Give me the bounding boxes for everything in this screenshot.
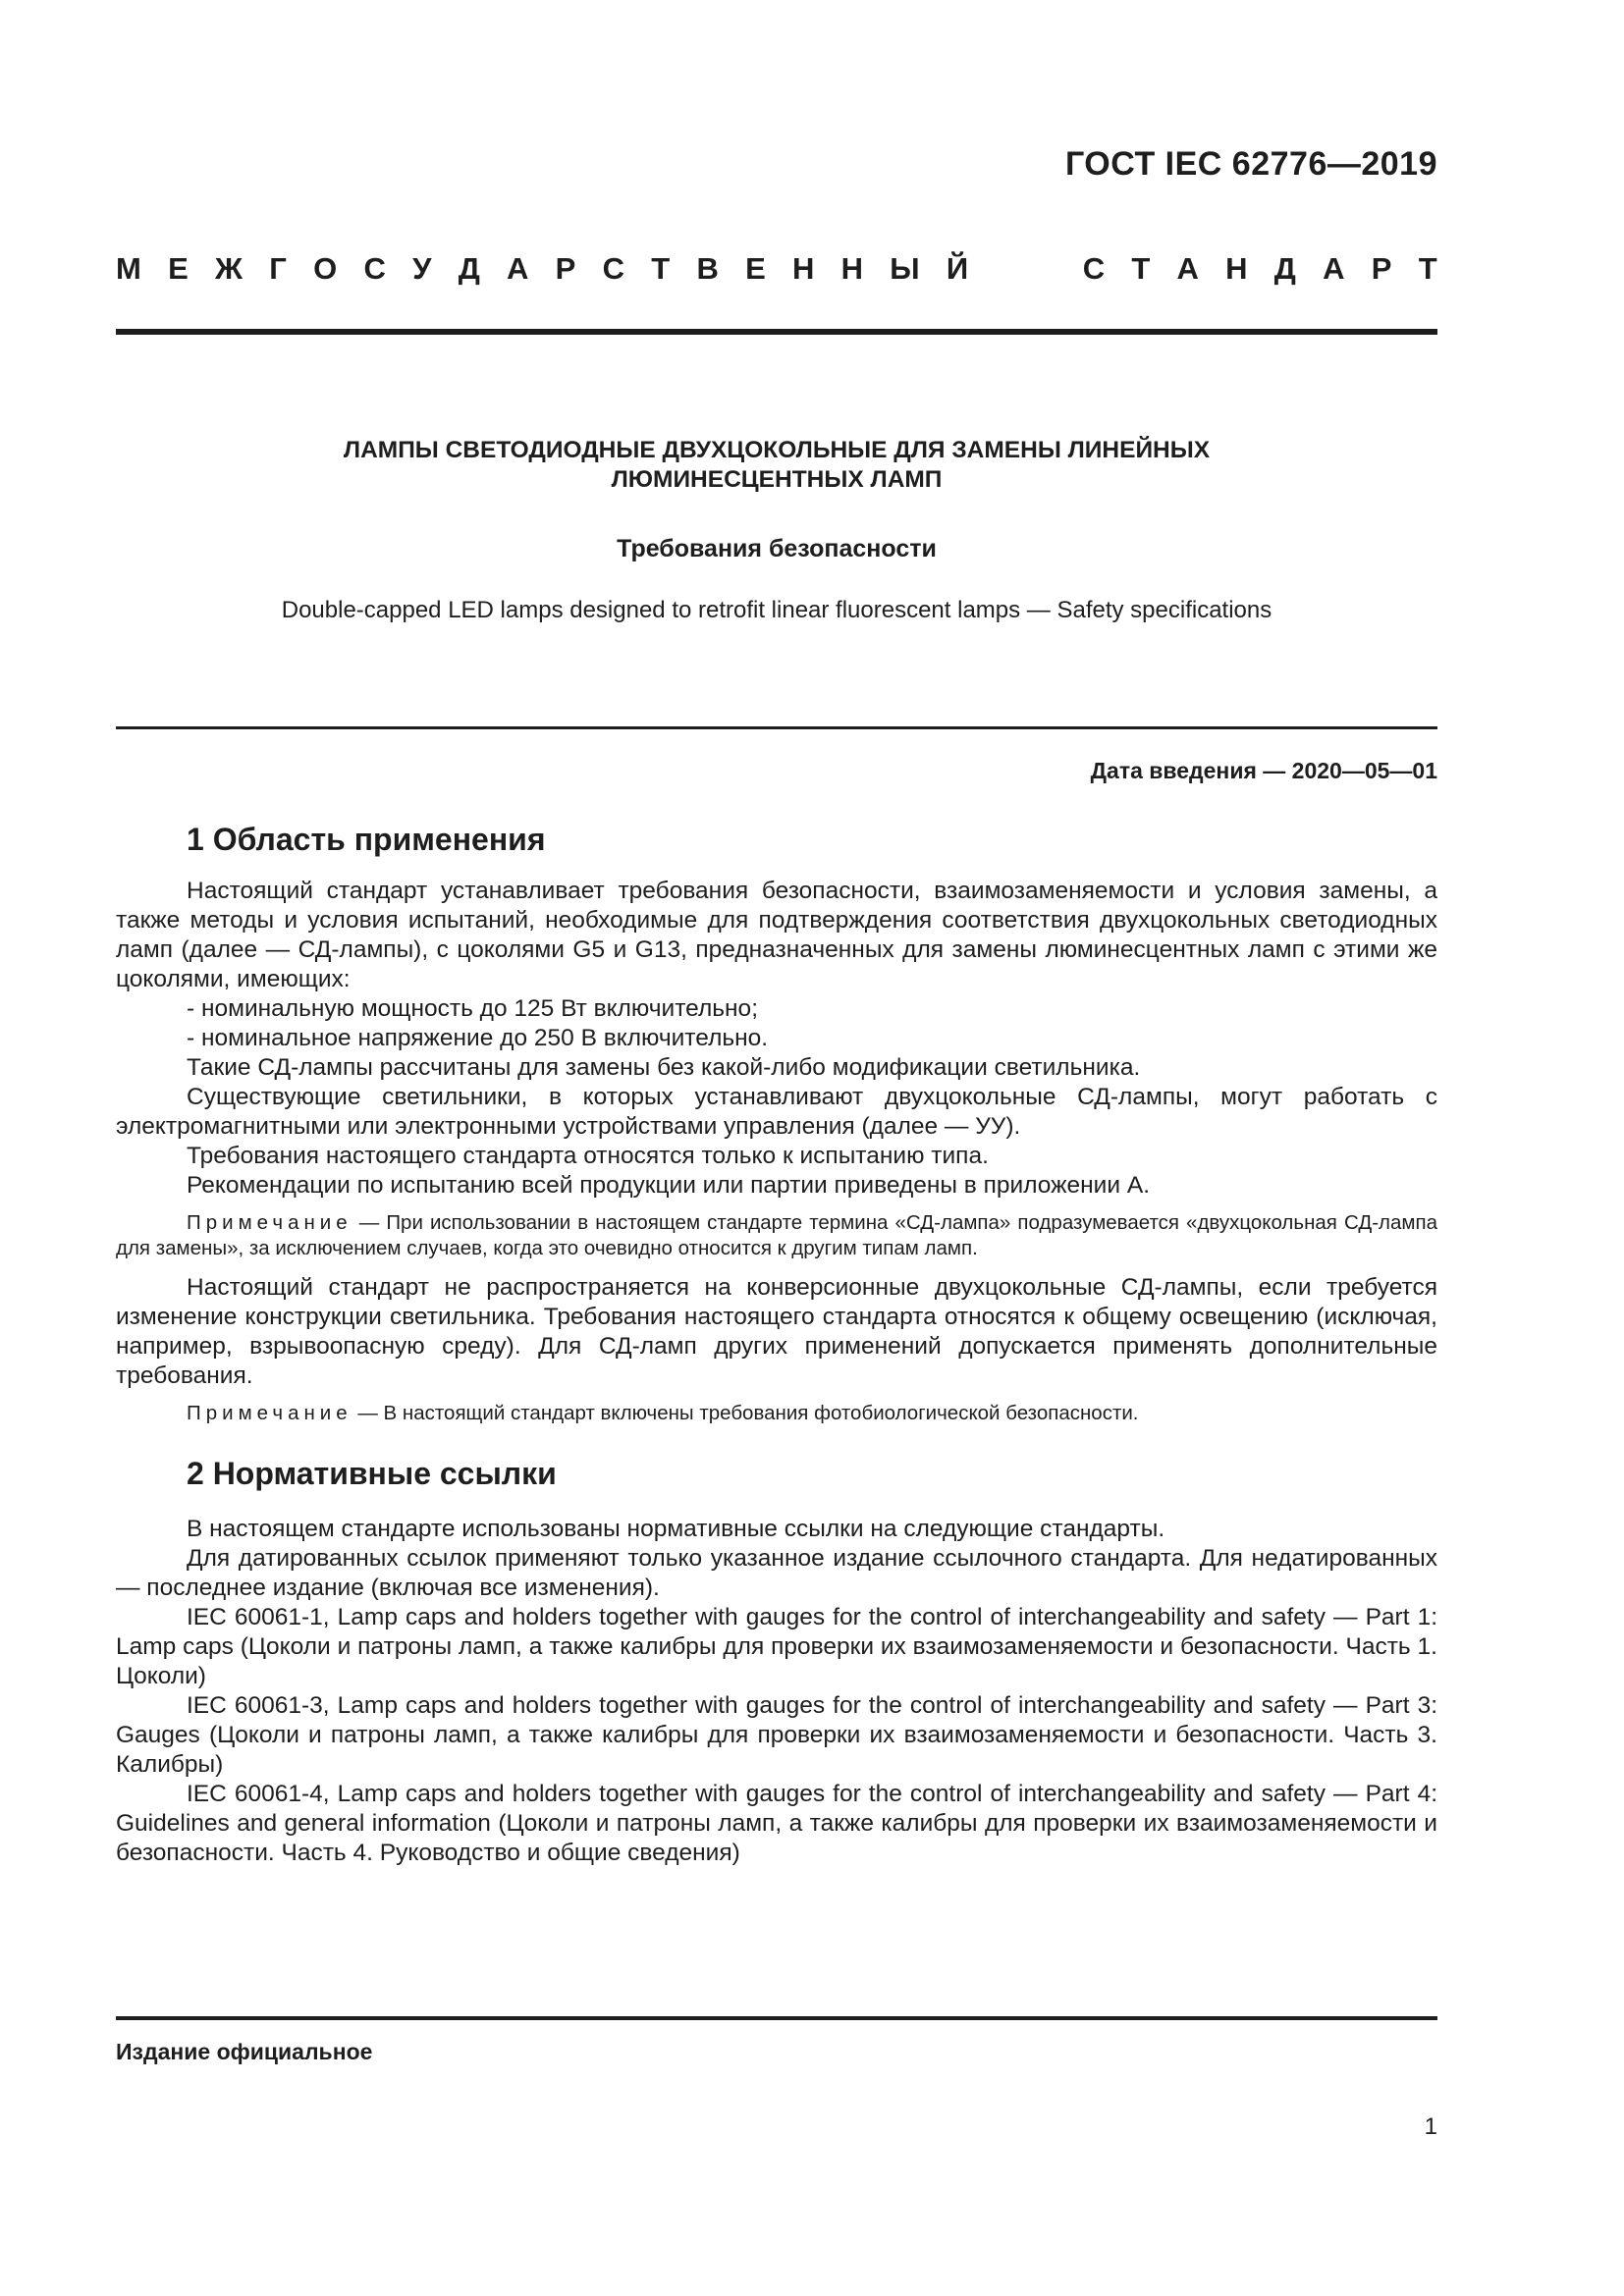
letter: С — [363, 251, 386, 286]
letter: Й — [946, 251, 969, 286]
letter: А — [1323, 251, 1345, 286]
document-number: ГОСТ IEC 62776—2019 — [1064, 145, 1437, 183]
letter: Ж — [215, 251, 244, 286]
reference-entry: IEC 60061-1, Lamp caps and holders together with gauges for the control of interchangeability and safety — Part 1: Lamp caps (Цоколи и патроны ламп, а также калибры для проверки их взаимозаменяемости и безопасности. Часть 1. Цоколи) — [116, 1604, 1437, 1689]
divider-middle — [116, 726, 1437, 729]
paragraph: Настоящий стандарт устанавливает требования безопасности, взаимозаменяемости и условия замены, а также методы и условия испытаний, необходимые для подтверждения соответствия двухцокольных светодиодных ламп (далее — СД-лампы), с цоколями G5 и G13, предназначенных для замены люминесцентных ламп с этими же цоколями, имеющих: — [116, 878, 1437, 992]
reference-entry: IEC 60061-4, Lamp caps and holders together with gauges for the control of interchangeability and safety — Part 4: Guidelines and general information (Цоколи и патроны ламп, а также калибры для проверки их взаимозаменяемости и безопасности. Часть 4. Руководство и общие сведения) — [116, 1781, 1437, 1866]
paragraph: Рекомендации по испытанию всей продукции или партии приведены в приложении А. — [187, 1172, 1151, 1199]
paragraph: В настоящем стандарте использованы нормативные ссылки на следующие стандарты. — [187, 1516, 1165, 1542]
note-text: — В настоящий стандарт включены требования фотобиологической безопасности. — [352, 1402, 1139, 1424]
paragraph: Настоящий стандарт не распространяется на конверсионные двухцокольные СД-лампы, если требуется изменение конструкции светильника. Требования настоящего стандарта относятся к общему освещению (исключая, например, взрывоопасную среду). Для СД-ламп других применений допускается применять дополнительные требования. — [116, 1274, 1437, 1389]
document-title — [116, 436, 1437, 495]
letter: Н — [792, 251, 815, 286]
letter: Ы — [890, 251, 920, 286]
letter: Н — [1225, 251, 1248, 286]
note — [116, 1401, 1437, 1426]
note-label: Примечание — [187, 1402, 352, 1424]
letter: М — [116, 251, 141, 286]
section-heading: 2 Нормативные ссылки — [187, 1456, 557, 1491]
paragraph: Существующие светильники, в которых устанавливают двухцокольные СД-лампы, могут работать с электромагнитными или электронными устройствами управления (далее — УУ). — [116, 1084, 1437, 1140]
note-text: — При использовании в настоящем стандарте термина «СД-лампа» подразумевается «двухцокольная СД-лампа для замены», за исключением случаев, когда это очевидно относится к другим типам ламп. — [116, 1211, 1437, 1259]
letter: С — [1082, 251, 1106, 286]
letter: Т — [1418, 251, 1437, 286]
title-line: ЛЮМИНЕСЦЕНТНЫХ ЛАМП — [611, 466, 943, 493]
letter: В — [696, 251, 719, 286]
letter: Д — [1273, 251, 1296, 286]
paragraph: Требования настоящего стандарта относятся только к испытанию типа. — [187, 1143, 989, 1169]
letter: Г — [269, 251, 287, 286]
letter: Е — [168, 251, 189, 286]
letter: Д — [458, 251, 480, 286]
letter: Е — [745, 251, 766, 286]
letter: У — [412, 251, 432, 286]
edition-label: Издание официальное — [116, 2039, 373, 2064]
introduction-date: Дата введения — 2020—05—01 — [1090, 758, 1437, 783]
paragraph: Такие СД-лампы рассчитаны для замены без какой-либо модификации светильника. — [187, 1054, 1141, 1081]
divider-bottom — [116, 2016, 1437, 2020]
list-item: - номинальную мощность до 125 Вт включительно; — [187, 995, 758, 1022]
paragraph: Для датированных ссылок применяют только указанное издание ссылочного стандарта. Для недатированных — последнее издание (включая все изменения). — [116, 1545, 1437, 1601]
standard-type-banner — [116, 249, 1437, 289]
letter: Р — [1371, 251, 1392, 286]
letter: А — [1176, 251, 1199, 286]
document-body — [116, 820, 1437, 1868]
letter: Т — [1131, 251, 1151, 286]
letter: С — [602, 251, 624, 286]
divider-top — [116, 329, 1437, 335]
note-label: Примечание — [187, 1211, 352, 1234]
title-line: ЛАМПЫ СВЕТОДИОДНЫЕ ДВУХЦОКОЛЬНЫЕ ДЛЯ ЗАМЕНЫ ЛИНЕЙНЫХ — [343, 437, 1211, 463]
letter: Р — [555, 251, 576, 286]
letter: Т — [651, 251, 671, 286]
page-number: 1 — [1424, 2113, 1437, 2140]
note — [116, 1210, 1437, 1261]
document-subtitle: Требования безопасности — [617, 535, 937, 562]
list-item: - номинальное напряжение до 250 В включительно. — [187, 1025, 769, 1051]
letter: О — [313, 251, 338, 286]
section-heading: 1 Область применения — [187, 822, 546, 857]
reference-entry: IEC 60061-3, Lamp caps and holders together with gauges for the control of interchangeability and safety — Part 3: Gauges (Цоколи и патроны ламп, а также калибры для проверки их взаимозаменяемости и безопасности. Часть 3. Калибры) — [116, 1692, 1437, 1778]
letter: А — [507, 251, 529, 286]
letter: Н — [840, 251, 864, 286]
english-title: Double-capped LED lamps designed to retrofit linear fluorescent lamps — Safety specifications — [281, 597, 1272, 623]
